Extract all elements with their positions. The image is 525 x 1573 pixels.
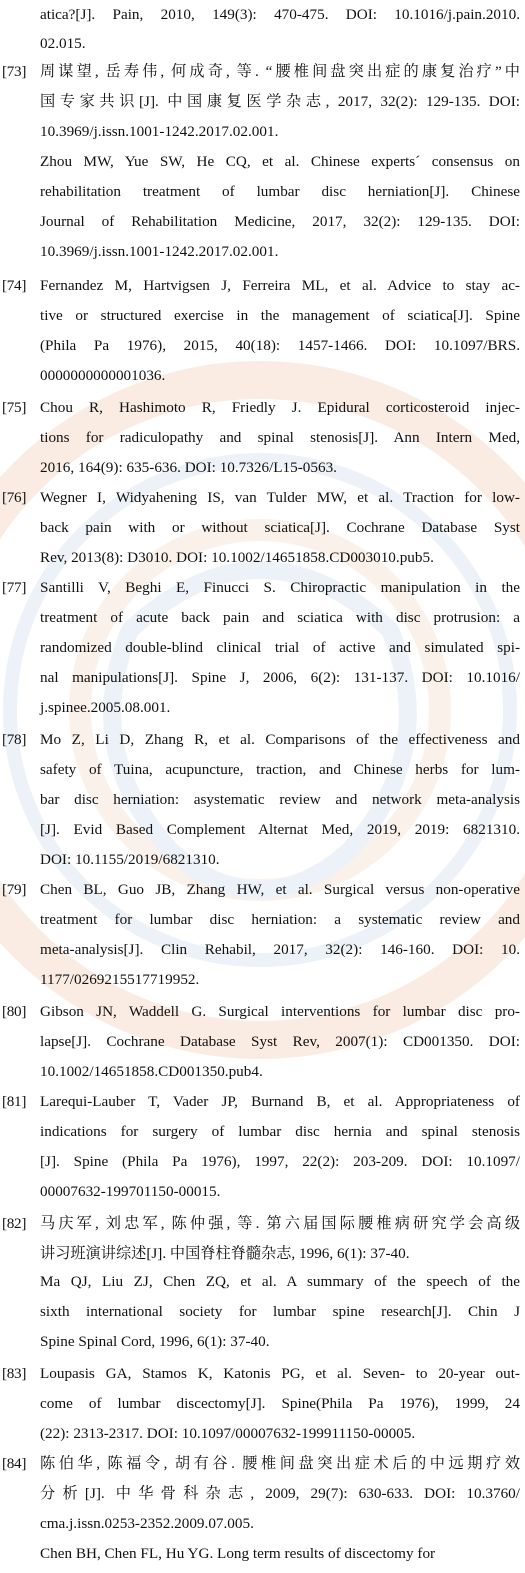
reference-number: [78] [2, 731, 27, 748]
reference-number: [74] [2, 277, 27, 294]
reference-text-line: treatment of acute back pain and sciatica with disc protrusion: a [40, 609, 520, 626]
reference-number: [81] [2, 1093, 27, 1110]
reference-text-line: Santilli V, Beghi E, Finucci S. Chiropractic manipulation in the [40, 579, 520, 596]
reference-text-line: Ma QJ, Liu ZJ, Chen ZQ, et al. A summary of the speech of the [40, 1273, 520, 1290]
reference-text-line: 讲习班演讲综述[J]. 中国脊柱脊髓杂志, 1996, 6(1): 37-40. [40, 1245, 410, 1262]
reference-text-line: atica?[J]. Pain, 2010, 149(3): 470-475. DOI: 10.1016/j.pain.2010. [40, 6, 520, 23]
reference-text-line: tive or structured exercise in the management of sciatica[J]. Spine [40, 307, 520, 324]
reference-text-line: 10.3969/j.issn.1001-1242.2017.02.001. [40, 123, 279, 140]
reference-text-line: [J]. Spine (Phila Pa 1976), 1997, 22(2): 203-209. DOI: 10.1097/ [40, 1153, 520, 1170]
reference-text-line: treatment for lumbar disc herniation: a systematic review and [40, 911, 520, 928]
reference-number: [83] [2, 1365, 27, 1382]
reference-text-line: safety of Tuina, acupuncture, traction, and Chinese herbs for lum- [40, 761, 520, 778]
reference-text-line: Chen BH, Chen FL, Hu YG. Long term results of discectomy for [40, 1545, 436, 1562]
reference-text-line: randomized double-blind clinical trial of active and simulated spi- [40, 639, 520, 656]
reference-text-line: 02.015. [40, 35, 86, 52]
reference-text-line: j.spinee.2005.08.001. [40, 699, 171, 716]
reference-text-line: Loupasis GA, Stamos K, Katonis PG, et al. Seven- to 20-year out- [40, 1365, 520, 1382]
reference-text-line: (Phila Pa 1976), 2015, 40(18): 1457-1466. DOI: 10.1097/BRS. [40, 337, 520, 354]
reference-text-line: back pain with or without sciatica[J]. Cochrane Database Syst [40, 519, 520, 536]
reference-text-line: 马庆军, 刘忠军, 陈仲强, 等. 第六届国际腰椎病研究学会高级 [40, 1215, 520, 1232]
reference-text-line: bar disc herniation: asystematic review and network meta-analysis [40, 791, 520, 808]
reference-text-line: [J]. Evid Based Complement Alternat Med, 2019, 2019: 6821310. [40, 821, 520, 838]
reference-text-line: lapse[J]. Cochrane Database Syst Rev, 2007(1): CD001350. DOI: [40, 1033, 520, 1050]
reference-number: [80] [2, 1003, 27, 1020]
reference-text-line: (22): 2313-2317. DOI: 10.1097/00007632-199911150-00005. [40, 1425, 416, 1442]
reference-text-line: Chou R, Hashimoto R, Friedly J. Epidural corticosteroid injec- [40, 399, 520, 416]
reference-text-line: 10.3969/j.issn.1001-1242.2017.02.001. [40, 243, 279, 260]
reference-number: [77] [2, 579, 27, 596]
reference-number: [75] [2, 399, 27, 416]
reference-text-line: Rev, 2013(8): D3010. DOI: 10.1002/14651858.CD003010.pub5. [40, 549, 434, 566]
reference-text-line: DOI: 10.1155/2019/6821310. [40, 851, 220, 868]
reference-text-line: tions for radiculopathy and spinal stenosis[J]. Ann Intern Med, [40, 429, 520, 446]
reference-text-line: rehabilitation treatment of lumbar disc herniation[J]. Chinese [40, 183, 520, 200]
reference-text-line: 10.1002/14651858.CD001350.pub4. [40, 1063, 263, 1080]
reference-text-line: Wegner I, Widyahening IS, van Tulder MW, et al. Traction for low- [40, 489, 520, 506]
reference-text-line: Zhou MW, Yue SW, He CQ, et al. Chinese experts´ consensus on [40, 153, 520, 170]
reference-text-line: Gibson JN, Waddell G. Surgical interventions for lumbar disc pro- [40, 1003, 520, 1020]
reference-text-line: Journal of Rehabilitation Medicine, 2017, 32(2): 129-135. DOI: [40, 213, 520, 230]
reference-text-line: 0000000000001036. [40, 367, 166, 384]
reference-text-line: nal manipulations[J]. Spine J, 2006, 6(2): 131-137. DOI: 10.1016/ [40, 669, 520, 686]
reference-text-line: cma.j.issn.0253-2352.2009.07.005. [40, 1515, 254, 1532]
reference-text-line: Mo Z, Li D, Zhang R, et al. Comparisons of the effectiveness and [40, 731, 520, 748]
reference-text-line: Larequi-Lauber T, Vader JP, Burnand B, et al. Appropriateness of [40, 1093, 520, 1110]
reference-text-line: Spine Spinal Cord, 1996, 6(1): 37-40. [40, 1333, 270, 1350]
reference-number: [76] [2, 489, 27, 506]
reference-text-line: sixth international society for lumbar spine research[J]. Chin J [40, 1303, 520, 1320]
reference-text-line: 陈伯华, 陈福令, 胡有谷. 腰椎间盘突出症术后的中远期疗效 [40, 1455, 520, 1472]
reference-number: [84] [2, 1455, 27, 1472]
reference-text-line: 00007632-199701150-00015. [40, 1183, 221, 1200]
reference-text-line: 2016, 164(9): 635-636. DOI: 10.7326/L15-0563. [40, 459, 337, 476]
reference-text-line: Chen BL, Guo JB, Zhang HW, et al. Surgical versus non-operative [40, 881, 520, 898]
reference-number: [73] [2, 63, 27, 80]
reference-text-line: 国专家共识[J]. 中国康复医学杂志, 2017, 32(2): 129-135. DOI: [40, 93, 520, 110]
reference-text-line: 1177/0269215517719952. [40, 971, 200, 988]
reference-text-line: 周谋望, 岳寿伟, 何成奇, 等. “腰椎间盘突出症的康复治疗”中 [40, 63, 520, 80]
reference-text-line: come of lumbar discectomy[J]. Spine(Phila Pa 1976), 1999, 24 [40, 1395, 520, 1412]
reference-text-line: meta-analysis[J]. Clin Rehabil, 2017, 32(2): 146-160. DOI: 10. [40, 941, 520, 958]
reference-text-line: 分析[J]. 中华骨科杂志, 2009, 29(7): 630-633. DOI: 10.3760/ [40, 1485, 520, 1502]
reference-text-line: Fernandez M, Hartvigsen J, Ferreira ML, et al. Advice to stay ac- [40, 277, 520, 294]
reference-number: [79] [2, 881, 27, 898]
reference-text-line: indications for surgery of lumbar disc hernia and spinal stenosis [40, 1123, 520, 1140]
reference-number: [82] [2, 1215, 27, 1232]
